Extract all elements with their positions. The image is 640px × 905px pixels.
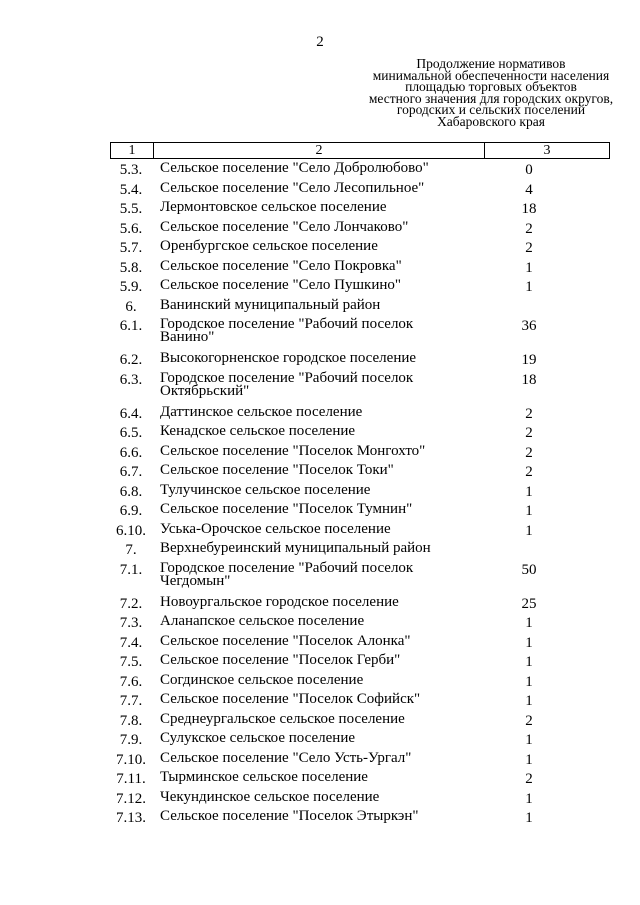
settlement-name: Верхнебуреинский муниципальный район xyxy=(160,540,431,556)
row-number: 7.2. xyxy=(119,595,143,612)
settlement-name: Сельское поселение "Поселок Алонка" xyxy=(160,632,411,649)
settlement-name: Высокогорненское городское поселение xyxy=(160,350,417,366)
settlement-name: Сельское поселение "Село Лесопильное" xyxy=(160,179,425,196)
settlement-name: Сельское поселение "Поселок Этыркэн" xyxy=(160,808,419,824)
norm-value: 1 xyxy=(525,503,533,519)
row-number: 7.12. xyxy=(116,790,146,807)
header-line: площадью торговых объектов xyxy=(405,79,577,94)
table-row xyxy=(0,771,640,791)
header-line: Хабаровского края xyxy=(437,113,545,129)
settlement-name: Сельское поселение "Село Покровка" xyxy=(160,257,402,274)
table-row xyxy=(0,279,640,299)
norm-value: 2 xyxy=(525,464,533,480)
row-number: 6.9. xyxy=(119,503,143,519)
row-number: 7.1. xyxy=(119,561,143,578)
table-row xyxy=(0,162,640,182)
header-line: городских и сельских поселений xyxy=(396,102,586,117)
norm-value: 2 xyxy=(525,425,533,441)
row-number: 7.4. xyxy=(119,634,143,651)
row-number: 5.8. xyxy=(119,259,143,276)
settlement-name: Уська-Орочское сельское поселение xyxy=(160,520,391,537)
settlement-name: Тырминское сельское поселение xyxy=(160,769,368,785)
norm-value: 1 xyxy=(525,693,533,709)
settlement-name: Сельское поселение "Поселок Монгохто" xyxy=(160,442,426,459)
row-number: 7.7. xyxy=(119,693,143,709)
settlement-name: Сельское поселение "Поселок Герби" xyxy=(160,652,401,668)
settlement-name: Аланапское сельское поселение xyxy=(160,613,365,629)
settlement-name: Сельское поселение "Поселок Токи" xyxy=(160,462,394,478)
row-number: 6.5. xyxy=(119,425,143,441)
table-row xyxy=(0,503,640,523)
settlement-name: Городское поселение "Рабочий поселок Ванино" xyxy=(160,316,414,345)
norm-value: 0 xyxy=(525,162,533,178)
column-header-number: 1 xyxy=(111,143,154,158)
norm-value: 1 xyxy=(525,790,533,807)
row-number: 5.6. xyxy=(119,220,143,237)
table-row xyxy=(0,810,640,830)
settlement-name: Сельское поселение "Поселок Софийск" xyxy=(160,691,421,707)
row-number: 6. xyxy=(125,298,137,315)
row-number: 5.3. xyxy=(119,162,143,178)
row-number: 7.10. xyxy=(116,751,146,768)
header-line: Продолжение нормативов xyxy=(416,56,566,71)
settlement-name: Среднеургальское сельское поселение xyxy=(160,710,405,727)
row-number: 6.6. xyxy=(119,444,143,461)
table-row xyxy=(0,732,640,752)
settlement-name: Городское поселение "Рабочий поселок Октябрьский" xyxy=(160,369,414,399)
row-number: 6.10. xyxy=(116,522,146,539)
header-line: местного значения для городских округов, xyxy=(368,90,614,106)
norm-value: 2 xyxy=(525,405,533,422)
row-number: 7.5. xyxy=(119,654,143,670)
settlement-name: Ванинский муниципальный район xyxy=(160,296,381,313)
settlement-name: Даттинское сельское поселение xyxy=(160,403,363,420)
norm-value: 1 xyxy=(525,673,533,690)
row-number: 6.4. xyxy=(119,405,143,422)
norm-value: 1 xyxy=(525,810,533,826)
settlement-name: Городское поселение "Рабочий поселок Чегдомын" xyxy=(160,559,414,589)
settlement-name: Кенадское сельское поселение xyxy=(160,423,356,439)
column-header-settlement: 2 xyxy=(154,143,485,158)
norm-value: 1 xyxy=(525,279,533,295)
norm-value: 2 xyxy=(525,712,533,729)
settlement-name: Сельское поселение "Село Лончаково" xyxy=(160,218,409,235)
row-number: 6.3. xyxy=(119,371,143,388)
row-number: 5.5. xyxy=(119,201,143,217)
norm-value: 2 xyxy=(525,220,533,237)
norm-value: 36 xyxy=(521,318,537,334)
norm-value: 18 xyxy=(521,201,537,217)
row-number: 5.4. xyxy=(119,181,143,198)
norm-value: 1 xyxy=(525,522,533,539)
settlement-name: Сельское поселение "Село Добролюбово" xyxy=(160,160,429,176)
table-row xyxy=(0,542,640,562)
table-row xyxy=(0,240,640,260)
row-number: 7.11. xyxy=(116,771,146,787)
row-number: 7.3. xyxy=(119,615,143,631)
settlement-name: Согдинское сельское поселение xyxy=(160,671,364,688)
norm-value: 2 xyxy=(525,444,533,461)
norm-value: 1 xyxy=(525,732,533,748)
norm-value: 1 xyxy=(525,259,533,276)
settlement-name: Оренбургское сельское поселение xyxy=(160,238,378,254)
table-row xyxy=(0,352,640,372)
norm-value: 18 xyxy=(521,371,537,388)
norm-value: 2 xyxy=(525,771,533,787)
table-row xyxy=(0,464,640,484)
norm-value: 50 xyxy=(521,561,537,578)
table-row xyxy=(0,201,640,221)
header-line: минимальной обеспеченности населения xyxy=(372,67,610,83)
table-continuation-header xyxy=(360,58,622,127)
settlement-name: Сельское поселение "Село Пушкино" xyxy=(160,277,402,293)
table-row xyxy=(0,654,640,674)
settlement-name: Новоургальское городское поселение xyxy=(160,593,399,610)
column-header-norm: 3 xyxy=(543,143,551,158)
settlement-name: Сельское поселение "Село Усть-Ургал" xyxy=(160,749,412,766)
norm-value: 19 xyxy=(521,352,537,368)
norm-value: 1 xyxy=(525,634,533,651)
table-row xyxy=(0,693,640,713)
norm-value: 2 xyxy=(525,240,533,256)
row-number: 7.9. xyxy=(119,732,143,748)
table-row xyxy=(0,369,640,406)
table-body xyxy=(0,162,640,830)
row-number: 5.9. xyxy=(119,279,143,295)
table-row xyxy=(0,559,640,596)
table-row xyxy=(0,425,640,445)
row-number: 7.6. xyxy=(119,673,143,690)
row-number: 6.7. xyxy=(119,464,143,480)
norm-value: 1 xyxy=(525,654,533,670)
table-row xyxy=(0,615,640,635)
settlement-name: Сельское поселение "Поселок Тумнин" xyxy=(160,501,413,517)
table-column-header xyxy=(110,142,610,159)
norm-value: 1 xyxy=(525,615,533,631)
row-number: 6.2. xyxy=(119,352,143,368)
settlement-name: Лермонтовское сельское поселение xyxy=(160,199,387,215)
settlement-name: Сулукское сельское поселение xyxy=(160,730,355,746)
norm-value: 4 xyxy=(525,181,533,198)
settlement-name: Тулучинское сельское поселение xyxy=(160,481,371,498)
row-number: 7.13. xyxy=(116,810,146,826)
table-row xyxy=(0,318,640,352)
row-number: 7.8. xyxy=(119,712,143,729)
norm-value: 1 xyxy=(525,483,533,500)
norm-value: 25 xyxy=(521,595,537,612)
row-number: 5.7. xyxy=(119,240,143,256)
norm-value: 1 xyxy=(525,751,533,768)
row-number: 6.8. xyxy=(119,483,143,500)
page-number: 2 xyxy=(316,34,324,50)
row-number: 7. xyxy=(125,542,137,558)
row-number: 6.1. xyxy=(119,318,143,334)
settlement-name: Чекундинское сельское поселение xyxy=(160,788,380,805)
